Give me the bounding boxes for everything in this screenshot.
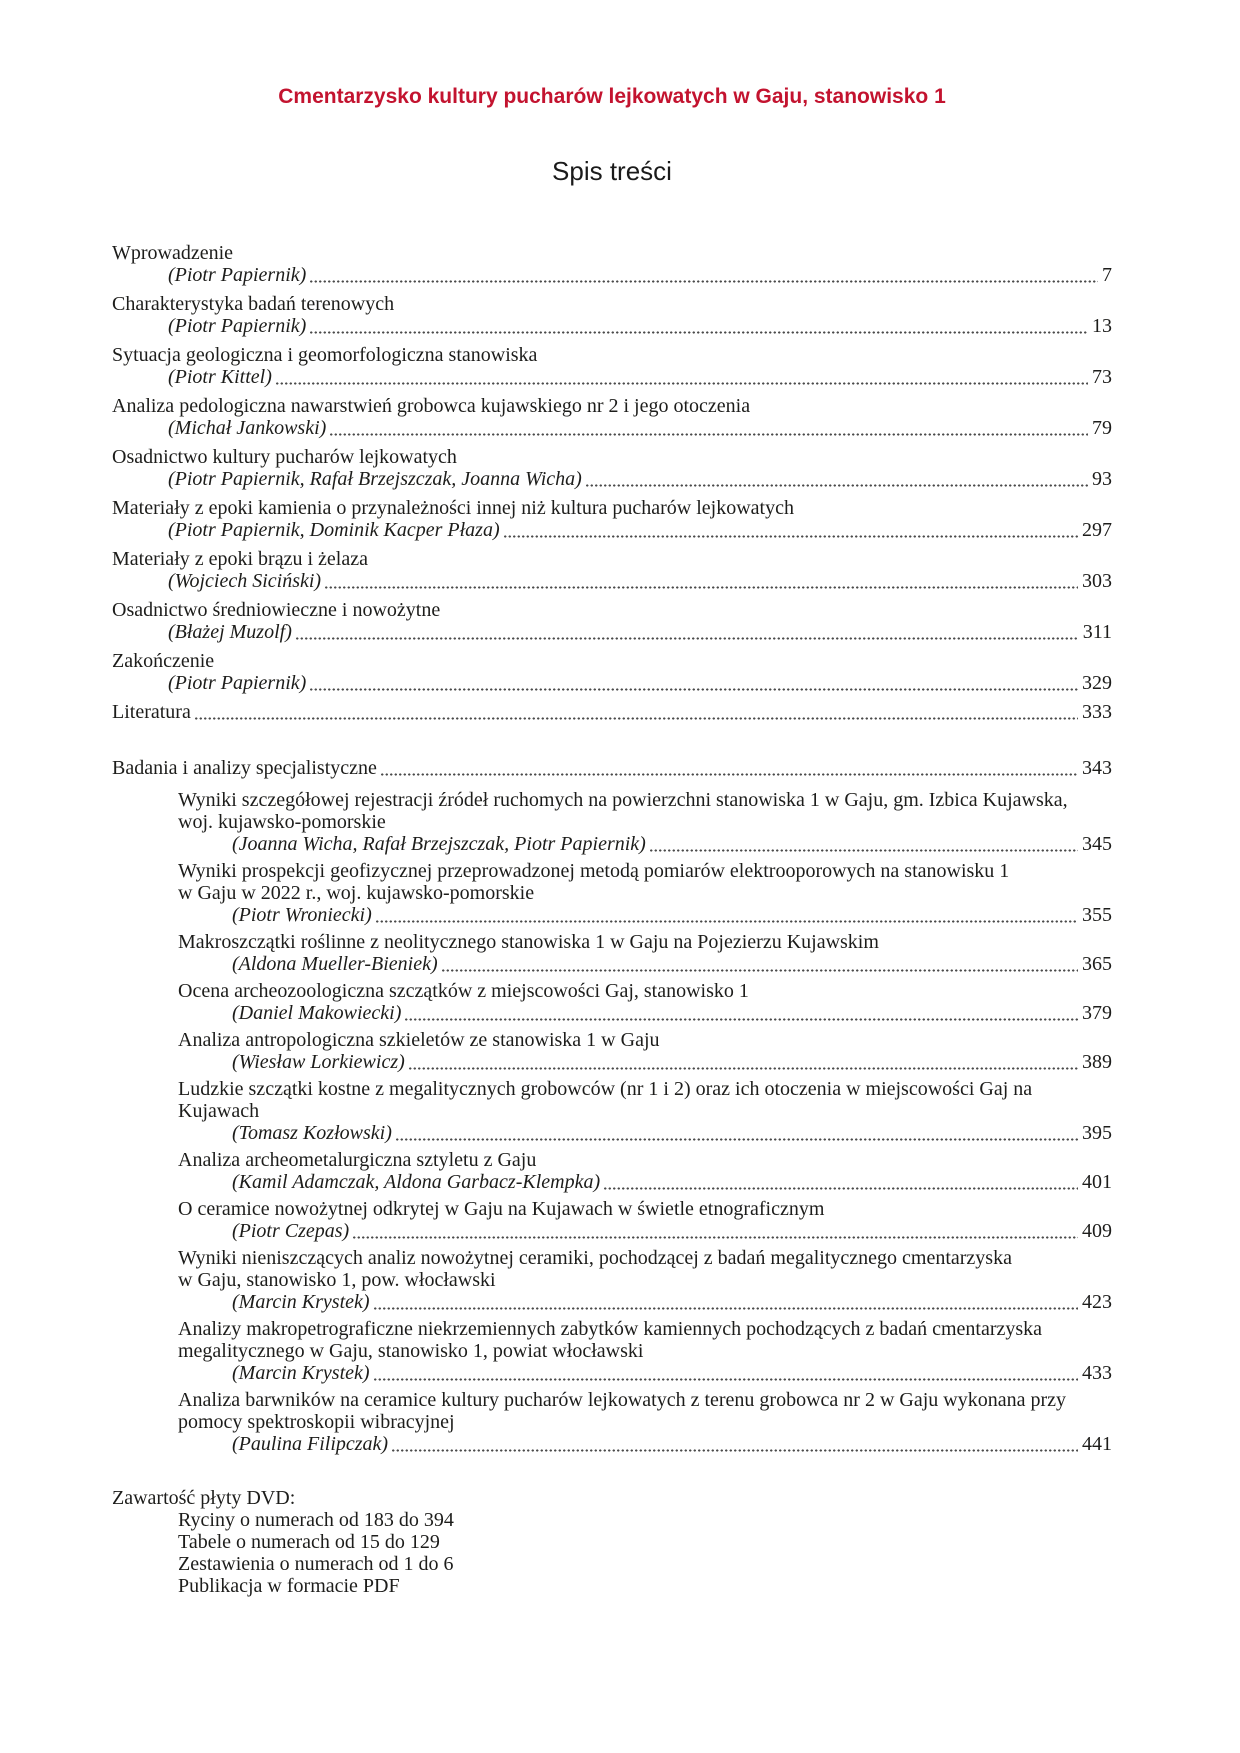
toc-sub-entry-authors: (Tomasz Kozłowski) <box>232 1122 392 1144</box>
dvd-contents-item: Publikacja w formacie PDF <box>178 1575 400 1597</box>
dot-leader <box>391 1433 1078 1455</box>
toc-sub-entry-page: 389 <box>1082 1051 1112 1073</box>
toc-sub-entry-page: 379 <box>1082 1002 1112 1024</box>
toc-sub-entry-authors: (Piotr Wroniecki) <box>232 904 372 926</box>
toc-sub-entry-author-row <box>112 1433 1112 1455</box>
dvd-contents <box>112 1487 1112 1597</box>
dot-leader <box>585 468 1088 490</box>
toc-entry-page: 297 <box>1082 519 1112 541</box>
dot-leader <box>309 315 1088 337</box>
toc-sub-entry-author-row <box>112 1362 1112 1384</box>
toc-sub-entry-title-line2: w Gaju w 2022 r., woj. kujawsko-pomorskie <box>178 882 535 904</box>
toc-sub-entry <box>112 1029 1112 1073</box>
toc-entry-page: 13 <box>1092 315 1112 337</box>
toc-sub-entry-author-row <box>112 1122 1112 1144</box>
dot-leader <box>275 366 1088 388</box>
dot-leader <box>649 833 1078 855</box>
toc-sub-entry-title: Analiza barwników na ceramice kultury pucharów lejkowatych z terenu grobowca nr 2 w Gaju wykonana przy <box>178 1389 1066 1411</box>
toc-sub-entry-title-line2: megalitycznego w Gaju, stanowisko 1, powiat włocławski <box>178 1340 644 1362</box>
toc-sub-entry-author-row <box>112 1051 1112 1073</box>
toc-entry-title: Analiza pedologiczna nawarstwień grobowca kujawskiego nr 2 i jego otoczenia <box>112 395 751 417</box>
dot-leader <box>329 417 1088 439</box>
toc-entry <box>112 242 1112 286</box>
toc-entry-page: 93 <box>1092 468 1112 490</box>
toc-entry-author-row <box>112 366 1112 388</box>
dot-leader <box>309 672 1078 694</box>
toc-sub-entry-title: Wyniki szczegółowej rejestracji źródeł ruchomych na powierzchni stanowiska 1 w Gaju, gm. Izbica Kujawska, <box>178 789 1068 811</box>
toc-sub-entry-author-row <box>112 1291 1112 1313</box>
toc-sub-entry-title: Ludzkie szczątki kostne z megalitycznych grobowców (nr 1 i 2) oraz ich otoczenia w miejscowości Gaj na Kujawach <box>178 1078 1033 1122</box>
toc-sub-entry-page: 355 <box>1082 904 1112 926</box>
toc-entry-title: Charakterystyka badań terenowych <box>112 293 395 315</box>
toc-entry-author-row <box>112 315 1112 337</box>
toc-sub-entry <box>112 860 1112 926</box>
toc-sub-entry-title: Analiza archeometalurgiczna sztyletu z Gaju <box>178 1149 537 1171</box>
dot-leader <box>408 1051 1078 1073</box>
toc-section-page: 343 <box>1082 757 1112 779</box>
toc-entry-title: Wprowadzenie <box>112 242 234 264</box>
toc-sub-entry-title-line2: woj. kujawsko-pomorskie <box>178 811 386 833</box>
toc-sub-entry-title: Analiza antropologiczna szkieletów ze stanowiska 1 w Gaju <box>178 1029 660 1051</box>
toc-entry-page: 7 <box>1102 264 1112 286</box>
toc-entry <box>112 599 1112 643</box>
dvd-contents-item: Ryciny o numerach od 183 do 394 <box>178 1509 454 1531</box>
toc-sub-entry-author-row <box>112 1171 1112 1193</box>
dot-leader <box>503 519 1078 541</box>
toc-entry-author-row <box>112 621 1112 643</box>
toc-entry-authors: (Michał Jankowski) <box>168 417 327 439</box>
dot-leader <box>373 1362 1078 1384</box>
toc-sub-entry-author-row <box>112 953 1112 975</box>
dvd-contents-title: Zawartość płyty DVD: <box>112 1487 296 1509</box>
dot-leader <box>395 1122 1078 1144</box>
toc-sub-entry-title: O ceramice nowożytnej odkrytej w Gaju na Kujawach w świetle etnograficznym <box>178 1198 825 1220</box>
toc-sub-entry-page: 433 <box>1082 1362 1112 1384</box>
toc-entry-title: Osadnictwo kultury pucharów lejkowatych <box>112 446 457 468</box>
toc-sub-entry-page: 401 <box>1082 1171 1112 1193</box>
toc-sub-entry-authors: (Daniel Makowiecki) <box>232 1002 402 1024</box>
toc-section-title: Badania i analizy specjalistyczne <box>112 757 377 779</box>
toc-entry-title: Materiały z epoki brązu i żelaza <box>112 548 368 570</box>
toc-sub-entry-title: Wyniki nieniszczących analiz nowożytnej ceramiki, pochodzącej z badań megalitycznego cmentarzyska <box>178 1247 1012 1269</box>
document-title: Cmentarzysko kultury pucharów lejkowatych w Gaju, stanowisko 1 <box>278 85 946 108</box>
toc-sub-entry-title: Analizy makropetrograficzne niekrzemiennych zabytków kamiennych pochodzących z badań cmentarzyska <box>178 1318 1043 1340</box>
toc-entry <box>112 497 1112 541</box>
toc-entry-authors: (Błażej Muzolf) <box>168 621 292 643</box>
toc-entry-page: 311 <box>1082 621 1112 643</box>
toc-sub-entry-author-row <box>112 904 1112 926</box>
toc-entry <box>112 650 1112 694</box>
toc-entry-title: Sytuacja geologiczna i geomorfologiczna stanowiska <box>112 344 538 366</box>
toc-sub-entry-title: Ocena archeozoologiczna szczątków z miejscowości Gaj, stanowisko 1 <box>178 980 749 1002</box>
toc-entry-author-row <box>112 264 1112 286</box>
toc-sub-entry-title-line2: w Gaju, stanowisko 1, pow. włocławski <box>178 1269 496 1291</box>
toc-sub-entry-authors: (Paulina Filipczak) <box>232 1433 389 1455</box>
dot-leader <box>603 1171 1078 1193</box>
toc-entry-authors: (Piotr Kittel) <box>168 366 272 388</box>
toc-sub-entry-page: 423 <box>1082 1291 1112 1313</box>
table-of-contents <box>112 242 1112 1597</box>
toc-heading: Spis treści <box>552 156 672 186</box>
dot-leader <box>404 1002 1078 1024</box>
dot-leader <box>441 953 1078 975</box>
toc-entry-literatura <box>112 701 1112 723</box>
toc-entry-authors: (Piotr Papiernik) <box>168 315 307 337</box>
toc-sub-entry <box>112 931 1112 975</box>
toc-sub-entry-author-row <box>112 1002 1112 1024</box>
dvd-contents-item: Zestawienia o numerach od 1 do 6 <box>178 1553 454 1575</box>
toc-sub-entry <box>112 1149 1112 1193</box>
toc-entry-page: 333 <box>1082 701 1112 723</box>
toc-entry-author-row <box>112 672 1112 694</box>
toc-sub-entry-page: 409 <box>1082 1220 1112 1242</box>
toc-entry-authors: (Wojciech Siciński) <box>168 570 322 592</box>
toc-entry-authors: (Piotr Papiernik, Rafał Brzejszczak, Joanna Wicha) <box>168 468 582 490</box>
toc-sub-entry-authors: (Wiesław Lorkiewicz) <box>232 1051 405 1073</box>
toc-entry <box>112 395 1112 439</box>
toc-entry-title: Materiały z epoki kamienia o przynależności innej niż kultura pucharów lejkowatych <box>112 497 794 519</box>
toc-entry-title: Literatura <box>112 701 191 723</box>
toc-sub-entry <box>112 789 1112 855</box>
toc-sub-entry-authors: (Piotr Czepas) <box>232 1220 350 1242</box>
dot-leader <box>309 264 1098 286</box>
toc-sub-entry-title: Wyniki prospekcji geofizycznej przeprowadzonej metodą pomiarów elektrooporowych na stanowisku 1 <box>178 860 1010 882</box>
toc-entry-authors: (Piotr Papiernik) <box>168 264 307 286</box>
toc-entry <box>112 293 1112 337</box>
toc-entry-authors: (Piotr Papiernik, Dominik Kacper Płaza) <box>168 519 500 541</box>
dvd-contents-item: Tabele o numerach od 15 do 129 <box>178 1531 440 1553</box>
toc-sub-entry-title: Makroszczątki roślinne z neolitycznego stanowiska 1 w Gaju na Pojezierzu Kujawskim <box>178 931 879 953</box>
toc-entry <box>112 446 1112 490</box>
toc-entry-author-row <box>112 570 1112 592</box>
toc-sub-entry-authors: (Marcin Krystek) <box>232 1362 370 1384</box>
toc-sub-entry-page: 365 <box>1082 953 1112 975</box>
toc-sub-entry <box>112 1389 1112 1455</box>
toc-sub-entry-authors: (Joanna Wicha, Rafał Brzejszczak, Piotr Papiernik) <box>232 833 646 855</box>
toc-entry-authors: (Piotr Papiernik) <box>168 672 307 694</box>
dot-leader <box>375 904 1078 926</box>
dot-leader <box>194 701 1078 723</box>
dot-leader <box>352 1220 1078 1242</box>
toc-sub-entry-authors: (Kamil Adamczak, Aldona Garbacz-Klempka) <box>232 1171 601 1193</box>
toc-entry-author-row <box>112 468 1112 490</box>
toc-entry-page: 73 <box>1092 366 1112 388</box>
toc-sub-entry <box>112 1198 1112 1242</box>
toc-entry-page: 329 <box>1082 672 1112 694</box>
toc-sub-entry-author-row <box>112 1220 1112 1242</box>
toc-sub-entry <box>112 1318 1112 1384</box>
dot-leader <box>295 621 1079 643</box>
toc-sub-entry-page: 345 <box>1082 833 1112 855</box>
toc-entry-author-row <box>112 519 1112 541</box>
toc-entry-author-row <box>112 417 1112 439</box>
toc-entry-page: 79 <box>1092 417 1112 439</box>
toc-entry-page: 303 <box>1082 570 1112 592</box>
toc-section-header <box>112 757 1112 779</box>
toc-sub-entry-page: 441 <box>1082 1433 1112 1455</box>
toc-sub-entry-author-row <box>112 833 1112 855</box>
toc-sub-entry-title-line2: pomocy spektroskopii wibracyjnej <box>178 1411 455 1433</box>
toc-entry-title: Osadnictwo średniowieczne i nowożytne <box>112 599 441 621</box>
dot-leader <box>324 570 1078 592</box>
dot-leader <box>373 1291 1078 1313</box>
toc-sub-entry-authors: (Marcin Krystek) <box>232 1291 370 1313</box>
toc-sub-entry <box>112 980 1112 1024</box>
toc-sub-entry-authors: (Aldona Mueller-Bieniek) <box>232 953 438 975</box>
toc-entry-title: Zakończenie <box>112 650 215 672</box>
dot-leader <box>380 757 1078 779</box>
toc-sub-entry <box>112 1078 1112 1144</box>
toc-entry <box>112 344 1112 388</box>
toc-sub-entry-page: 395 <box>1082 1122 1112 1144</box>
toc-sub-entry <box>112 1247 1112 1313</box>
toc-entry <box>112 548 1112 592</box>
